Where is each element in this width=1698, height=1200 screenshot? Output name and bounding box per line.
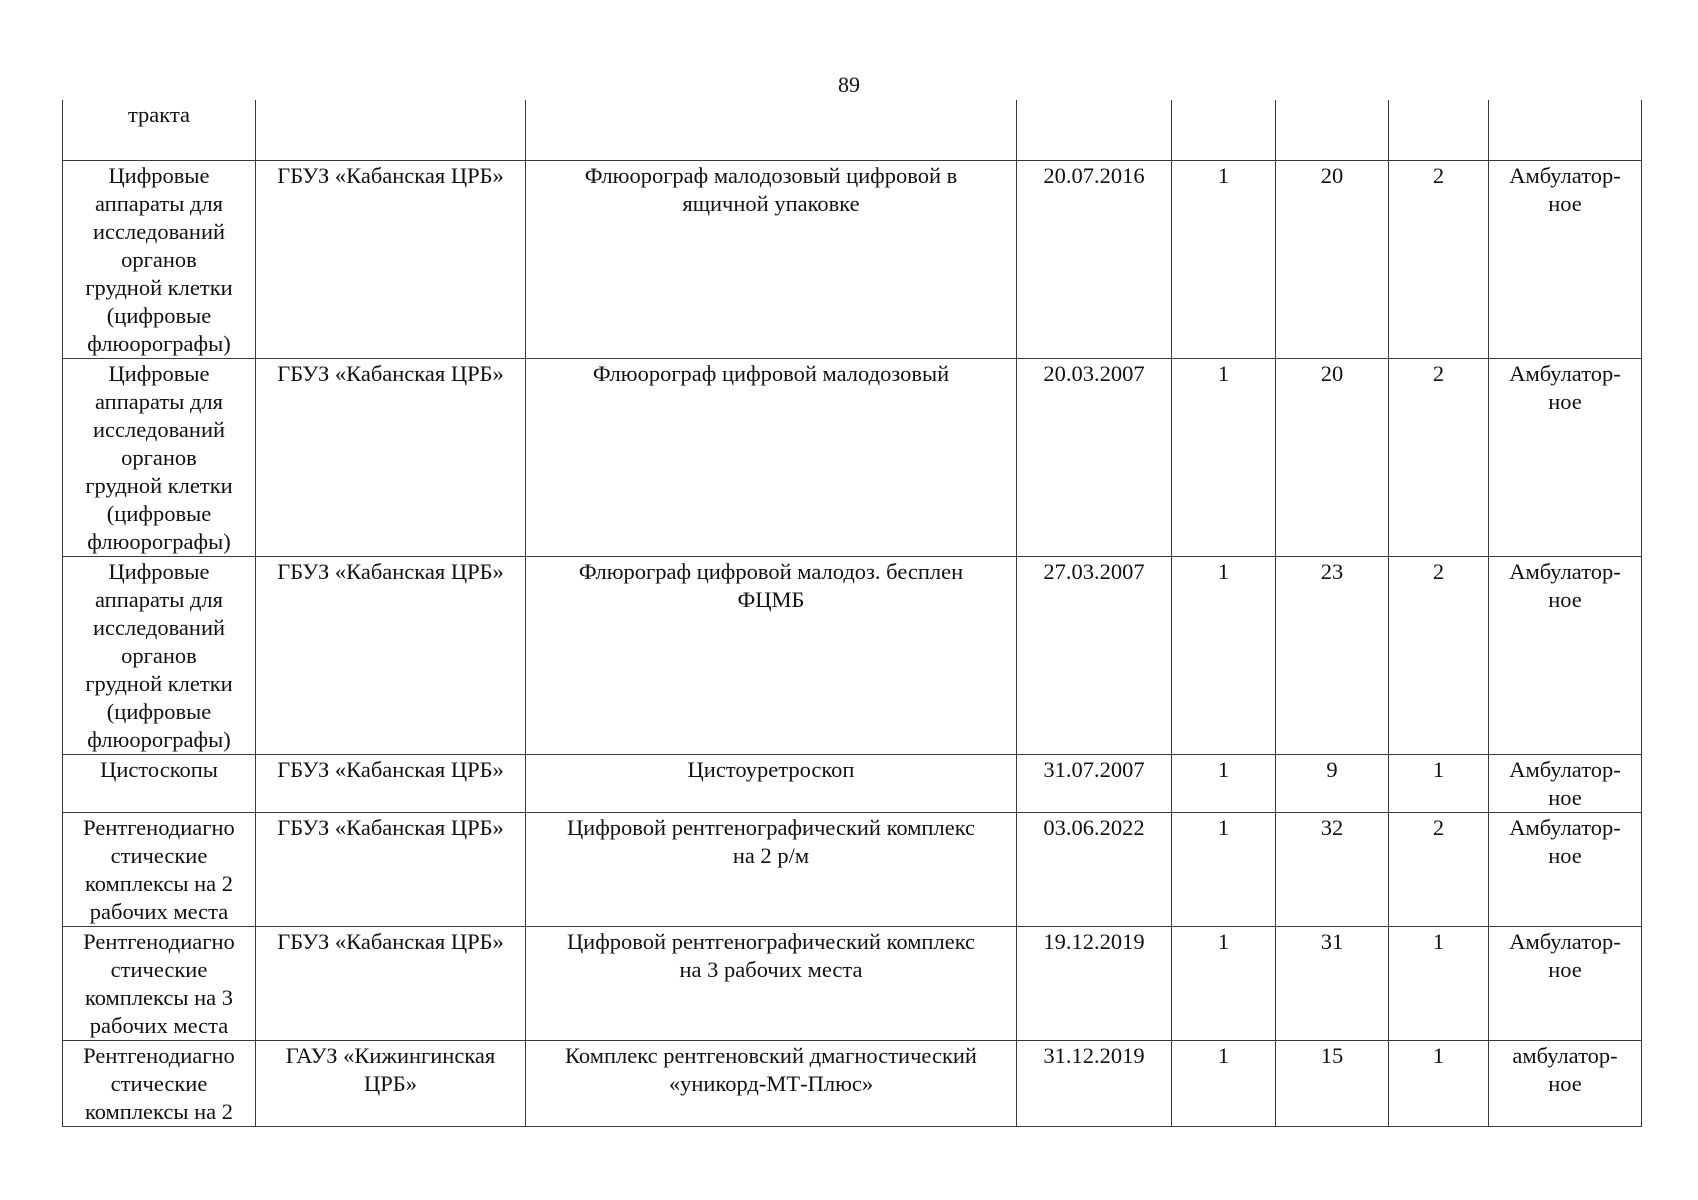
cell-text: Рентгенодиагно стические комплексы на 2 рабочих места [83, 814, 235, 924]
cell-text: 32 [1320, 814, 1344, 840]
cell-text: Флюорограф цифровой малодозовый [592, 360, 950, 386]
cell-equipment-type [63, 100, 256, 160]
cell-text: Цифровые аппараты для исследований органов грудной клетки (цифровые флюорографы) [85, 360, 233, 554]
cell-text: 20.07.2016 [1043, 162, 1145, 188]
cell-care-type [1489, 1040, 1642, 1126]
page-number: 89 [838, 72, 860, 97]
cell-text: Флюорограф малодозовый цифровой в ящичной упаковке [584, 162, 958, 216]
cell-text: 2 [1432, 360, 1445, 386]
table-row [63, 812, 1642, 926]
cell-care-type [1489, 754, 1642, 812]
cell-age [1276, 556, 1389, 754]
cell-date [1017, 358, 1172, 556]
cell-text: Флюрограф цифровой малодоз. бесплен ФЦМБ [578, 558, 964, 612]
cell-text: 15 [1320, 1042, 1344, 1068]
cell-quantity [1172, 926, 1276, 1040]
cell-text: 2 [1432, 814, 1445, 840]
cell-equipment-type [63, 754, 256, 812]
cell-care-type [1489, 160, 1642, 358]
cell-text: 20.03.2007 [1043, 360, 1145, 386]
cell-text: амбулатор- ное [1512, 1042, 1618, 1096]
cell-text: 1 [1432, 1042, 1445, 1068]
cell-shifts [1389, 926, 1489, 1040]
cell-organization [256, 926, 526, 1040]
cell-date [1017, 926, 1172, 1040]
cell-text: Амбулатор- ное [1509, 162, 1621, 216]
cell-text: 1 [1432, 756, 1445, 782]
cell-care-type [1489, 812, 1642, 926]
cell-text: Цистоскопы [100, 756, 218, 782]
cell-date [1017, 160, 1172, 358]
cell-date [1017, 556, 1172, 754]
cell-text: 2 [1432, 162, 1445, 188]
cell-shifts [1389, 160, 1489, 358]
cell-shifts [1389, 358, 1489, 556]
cell-age [1276, 358, 1389, 556]
cell-text: 31.12.2019 [1043, 1042, 1145, 1068]
cell-device-name [526, 812, 1017, 926]
cell-device-name [526, 100, 1017, 160]
cell-device-name [526, 358, 1017, 556]
cell-organization [256, 1040, 526, 1126]
cell-text: 03.06.2022 [1043, 814, 1145, 840]
cell-organization [256, 812, 526, 926]
cell-quantity [1172, 754, 1276, 812]
cell-text: Рентгенодиагно стические комплексы на 2 [83, 1042, 235, 1124]
cell-text: ГБУЗ «Кабанская ЦРБ» [277, 756, 504, 782]
cell-text: Цистоуретроскоп [687, 756, 855, 782]
cell-text: 31.07.2007 [1043, 756, 1145, 782]
cell-date [1017, 100, 1172, 160]
cell-quantity [1172, 358, 1276, 556]
cell-text: Амбулатор- ное [1509, 814, 1621, 868]
table-row [63, 754, 1642, 812]
cell-shifts [1389, 100, 1489, 160]
cell-equipment-type [63, 1040, 256, 1126]
table-row [63, 926, 1642, 1040]
cell-text: ГБУЗ «Кабанская ЦРБ» [277, 162, 504, 188]
cell-text: 20 [1320, 360, 1344, 386]
cell-text: 27.03.2007 [1043, 558, 1145, 584]
cell-date [1017, 1040, 1172, 1126]
cell-text: 19.12.2019 [1043, 928, 1145, 954]
table-row [63, 1040, 1642, 1126]
cell-device-name [526, 160, 1017, 358]
cell-text: ГБУЗ «Кабанская ЦРБ» [277, 558, 504, 584]
cell-care-type [1489, 100, 1642, 160]
cell-quantity [1172, 160, 1276, 358]
cell-age [1276, 926, 1389, 1040]
cell-text: Амбулатор- ное [1509, 360, 1621, 414]
table-row [63, 556, 1642, 754]
cell-equipment-type [63, 160, 256, 358]
cell-text: 20 [1320, 162, 1344, 188]
cell-device-name [526, 754, 1017, 812]
cell-text: 1 [1432, 928, 1445, 954]
cell-text: 1 [1217, 756, 1230, 782]
cell-equipment-type [63, 358, 256, 556]
cell-text: ГАУЗ «Кижингинская ЦРБ» [285, 1042, 496, 1096]
cell-text: Цифровые аппараты для исследований органов грудной клетки (цифровые флюорографы) [85, 558, 233, 752]
cell-text: Амбулатор- ное [1509, 756, 1621, 810]
cell-text: Рентгенодиагно стические комплексы на 3 рабочих места [83, 928, 235, 1038]
cell-organization [256, 160, 526, 358]
cell-quantity [1172, 812, 1276, 926]
cell-text: Амбулатор- ное [1509, 558, 1621, 612]
cell-quantity [1172, 100, 1276, 160]
cell-device-name [526, 926, 1017, 1040]
cell-quantity [1172, 1040, 1276, 1126]
cell-equipment-type [63, 812, 256, 926]
cell-care-type [1489, 926, 1642, 1040]
cell-text: тракта [127, 102, 191, 127]
cell-text: 23 [1320, 558, 1344, 584]
cell-text: Комплекс рентгеновский дмагностический «уникорд-МТ-Плюс» [565, 1042, 977, 1096]
cell-shifts [1389, 556, 1489, 754]
cell-age [1276, 754, 1389, 812]
cell-equipment-type [63, 926, 256, 1040]
cell-device-name [526, 1040, 1017, 1126]
cell-text: ГБУЗ «Кабанская ЦРБ» [277, 814, 504, 840]
cell-text: 1 [1217, 1042, 1230, 1068]
cell-text: Цифровой рентгенографический комплекс на 3 рабочих места [566, 928, 976, 982]
cell-organization [256, 556, 526, 754]
cell-quantity [1172, 556, 1276, 754]
table-row [63, 358, 1642, 556]
cell-text: 1 [1217, 558, 1230, 584]
cell-equipment-type [63, 556, 256, 754]
cell-age [1276, 100, 1389, 160]
cell-age [1276, 1040, 1389, 1126]
cell-age [1276, 812, 1389, 926]
table-row-continuation [63, 100, 1642, 160]
cell-age [1276, 160, 1389, 358]
cell-shifts [1389, 754, 1489, 812]
cell-text: Цифровой рентгенографический комплекс на 2 р/м [566, 814, 976, 868]
cell-organization [256, 100, 526, 160]
cell-device-name [526, 556, 1017, 754]
cell-organization [256, 358, 526, 556]
cell-text: 2 [1432, 558, 1445, 584]
cell-text: 31 [1320, 928, 1344, 954]
cell-text: 1 [1217, 360, 1230, 386]
cell-text: ГБУЗ «Кабанская ЦРБ» [277, 928, 504, 954]
cell-text: Цифровые аппараты для исследований органов грудной клетки (цифровые флюорографы) [85, 162, 233, 356]
cell-care-type [1489, 358, 1642, 556]
cell-organization [256, 754, 526, 812]
cell-text: Амбулатор- ное [1509, 928, 1621, 982]
cell-care-type [1489, 556, 1642, 754]
cell-shifts [1389, 1040, 1489, 1126]
cell-text: 9 [1326, 756, 1338, 782]
cell-shifts [1389, 812, 1489, 926]
table-row [63, 160, 1642, 358]
cell-text: 1 [1217, 814, 1230, 840]
equipment-table [62, 100, 1642, 1127]
cell-text: ГБУЗ «Кабанская ЦРБ» [277, 360, 504, 386]
cell-date [1017, 812, 1172, 926]
cell-text: 1 [1217, 162, 1230, 188]
cell-date [1017, 754, 1172, 812]
cell-text: 1 [1217, 928, 1230, 954]
